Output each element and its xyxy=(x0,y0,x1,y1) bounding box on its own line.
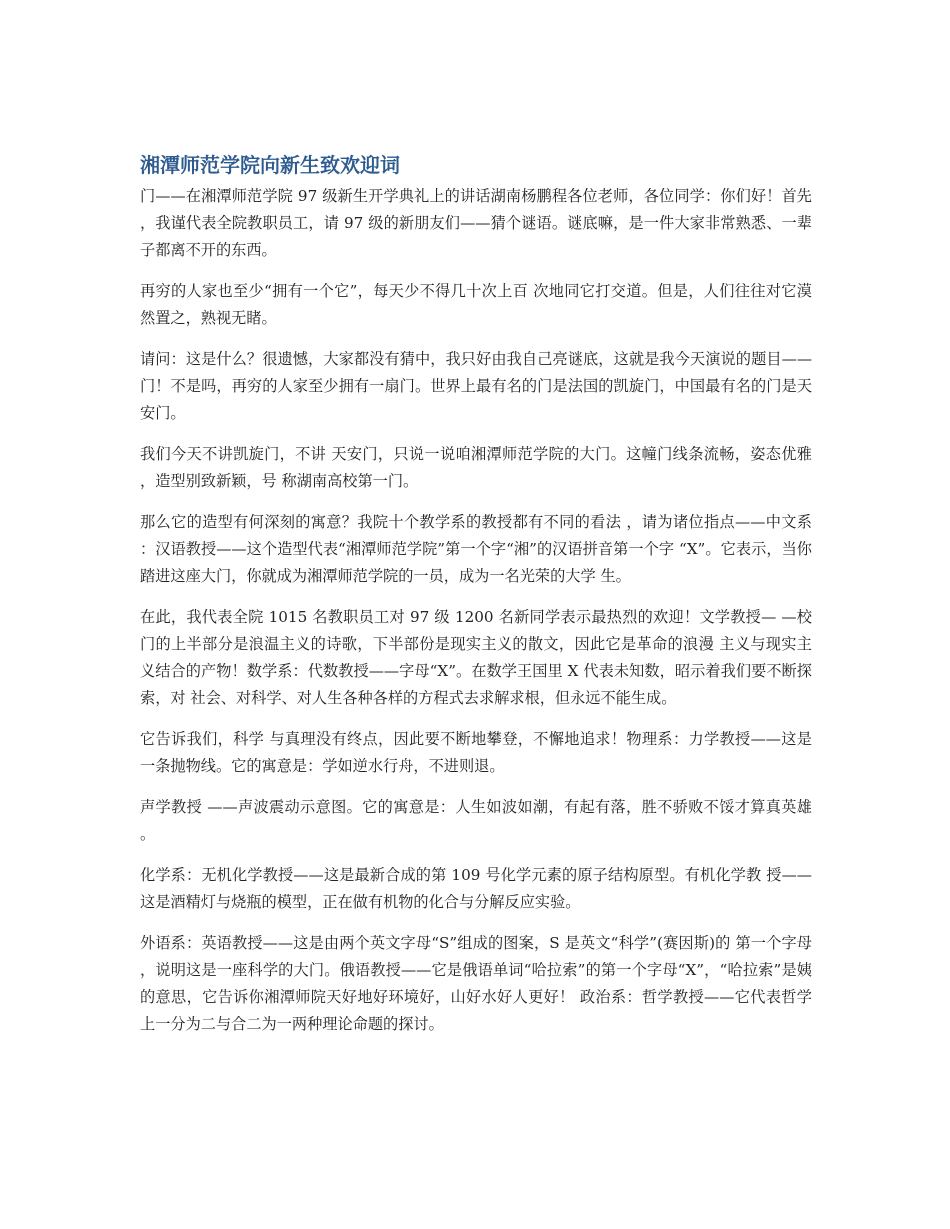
paragraph: 它告诉我们，科学 与真理没有终点，因此要不断地攀登，不懈地追求！物理系：力学教授——这是一条抛物线。它的寓意是：学如逆水行舟，不进则退。 xyxy=(140,730,812,775)
paragraph: 门——在湘潭师范学院 97 级新生开学典礼上的讲话湖南杨鹏程各位老师，各位同学：你们好！首先，我谨代表全院教职员工，请 97 级的新朋友们——猜个谜语。谜底嘛，是一件大家非常熟悉、一辈子都离不开的东西。 xyxy=(140,187,812,259)
paragraph: 化学系：无机化学教授——这是最新合成的第 109 号化学元素的原子结构原型。有机化学教 授——这是酒精灯与烧瓶的模型，正在做有机物的化合与分解反应实验。 xyxy=(140,866,812,911)
paragraph: 在此，我代表全院 1015 名教职员工对 97 级 1200 名新同学表示最热烈的欢迎！文学教授— —校门的上半部分是浪温主义的诗歌，下半部份是现实主义的散文，因此它是革命的浪漫 主义与现实主义结合的产物！数学系：代数教授——字母“X”。在数学王国里 X 代表未知数，昭示着我们要不断探索，对 社会、对科学、对人生各种各样的方程式去求解求根，但永远不能生成。 xyxy=(140,608,812,707)
paragraph: 再穷的人家也至少“拥有一个它”，每天少不得几十次上百 次地同它打交道。但是，人们往往对它漠然置之，熟视无睹。 xyxy=(140,282,812,327)
document-title: 湘潭师范学院向新生致欢迎词 xyxy=(140,153,400,177)
paragraph: 外语系：英语教授——这是由两个英文字母“S”组成的图案，S 是英文“科学”(赛因斯)的 第一个字母，说明这是一座科学的大门。俄语教授——它是俄语单词“哈拉索”的第一个字母“X”，“哈拉索”是姨的意思，它告诉你湘潭师院天好地好环境好，山好水好人更好！ 政治系：哲学教授——它代表哲学上一分为二与合二为一两种理论命题的探讨。 xyxy=(140,934,812,1033)
paragraph: 声学教授 ——声波震动示意图。它的寓意是：人生如波如潮，有起有落，胜不骄败不馁才算真英雄。 xyxy=(140,798,812,843)
paragraph: 请问：这是什么？很遗憾，大家都没有猜中，我只好由我自己亮谜底，这就是我今天演说的题目——门！不是吗，再穷的人家至少拥有一扇门。世界上最有名的门是法国的凯旋门，中国最有名的门是天安门。 xyxy=(140,350,812,422)
paragraph: 那么它的造型有何深刻的寓意？我院十个教学系的教授都有不同的看法 ，请为诸位指点——中文系：汉语教授——这个造型代表“湘潭师范学院”第一个字“湘”的汉语拼音第一个字 “X”。它表示，当你踏进这座大门，你就成为湘潭师范学院的一员，成为一名光荣的大学 生。 xyxy=(140,513,812,585)
paragraph: 我们今天不讲凯旋门，不讲 天安门，只说一说咱湘潭师范学院的大门。这幢门线条流畅，姿态优雅，造型别致新颖，号 称湖南高校第一门。 xyxy=(140,445,812,490)
document-page xyxy=(140,151,812,1052)
